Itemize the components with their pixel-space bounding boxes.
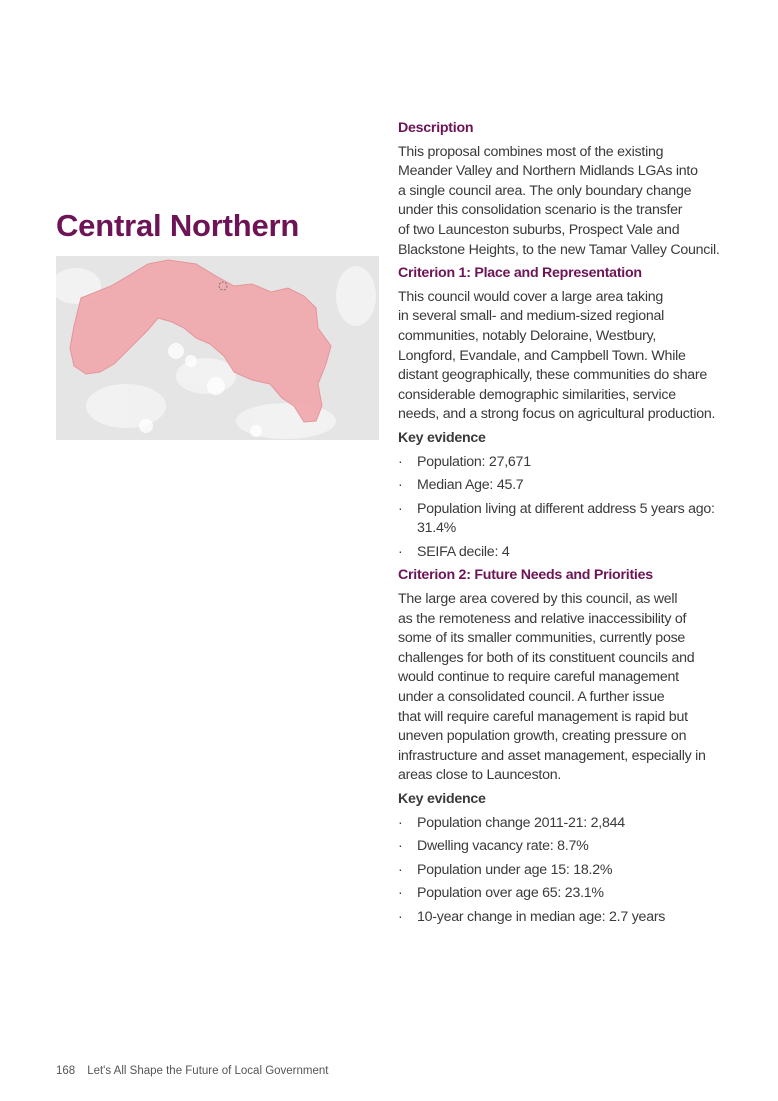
criterion1-evidence-heading: Key evidence: [398, 429, 486, 446]
list-item-text: Population: 27,671: [417, 453, 531, 470]
bullet-icon: ·: [398, 814, 403, 831]
list-item: [398, 500, 717, 539]
region-map-graphic: [56, 256, 379, 440]
paragraph-line: This council would cover a large area taking: [398, 288, 664, 305]
page-number: 168: [56, 1065, 76, 1077]
bullet-icon: ·: [398, 885, 403, 902]
list-item-text: Median Age: 45.7: [417, 477, 524, 494]
paragraph-line: that will require careful management is rapid but: [398, 708, 688, 725]
page-title: Central Northern: [56, 208, 300, 243]
bullet-icon: ·: [398, 477, 403, 494]
paragraph-line: under a consolidated council. A further issue: [398, 689, 665, 706]
criterion2-evidence-list: [398, 814, 728, 928]
page-footer: [56, 1065, 328, 1077]
paragraph-line: a single council area. The only boundary change: [398, 182, 692, 199]
paragraph-line: Blackstone Heights, to the new Tamar Valley Council.: [398, 241, 720, 258]
paragraph-line: uneven population growth, creating pressure on: [398, 728, 687, 745]
paragraph-line: Longford, Evandale, and Campbell Town. While: [398, 347, 686, 364]
paragraph-line: needs, and a strong focus on agricultural production.: [398, 406, 716, 423]
bullet-icon: ·: [398, 500, 403, 517]
paragraph-line: This proposal combines most of the existing: [398, 143, 664, 160]
criterion2-paragraph: [398, 590, 728, 786]
list-item: [398, 814, 728, 834]
paragraph-line: The large area covered by this council, as well: [398, 591, 678, 608]
paragraph-line: in several small- and medium-sized regional: [398, 308, 665, 325]
paragraph-line: Meander Valley and Northern Midlands LGAs into: [398, 163, 698, 180]
bullet-icon: ·: [398, 453, 403, 470]
list-item: [398, 884, 728, 904]
paragraph-line: distant geographically, these communities do share: [398, 367, 707, 384]
list-item-text: 10-year change in median age: 2.7 years: [417, 908, 666, 925]
criterion2-heading: Criterion 2: Future Needs and Priorities: [398, 567, 653, 584]
paragraph-line: of two Launceston suburbs, Prospect Vale and: [398, 221, 680, 238]
list-item-text: Population over age 65: 23.1%: [417, 885, 604, 902]
paragraph-line: considerable demographic similarities, service: [398, 386, 676, 403]
list-item: [398, 453, 717, 473]
region-map: [56, 256, 379, 440]
bullet-icon: ·: [398, 543, 403, 560]
criterion1-evidence-list: [398, 453, 728, 563]
list-item: [398, 543, 717, 563]
paragraph-line: under this consolidation scenario is the transfer: [398, 202, 683, 219]
paragraph-line: some of its smaller communities, currently pose: [398, 630, 686, 647]
list-item: [398, 837, 728, 857]
paragraph-line: areas close to Launceston.: [398, 767, 562, 784]
description-heading: Description: [398, 120, 474, 136]
bullet-icon: ·: [398, 861, 403, 878]
paragraph-line: challenges for both of its constituent councils and: [398, 649, 695, 666]
paragraph-line: communities, notably Deloraine, Westbury,: [398, 327, 657, 344]
criterion1-paragraph: [398, 288, 728, 425]
footer-text: Let's All Shape the Future of Local Government: [87, 1065, 329, 1077]
paragraph-line: as the remoteness and relative inaccessibility of: [398, 610, 687, 627]
bullet-icon: ·: [398, 908, 403, 925]
list-item: [398, 908, 728, 928]
list-item-text: Population change 2011-21: 2,844: [417, 814, 625, 831]
list-item-text: SEIFA decile: 4: [417, 543, 510, 560]
list-item-text: Population living at different address 5 years ago: 31.4%: [417, 500, 715, 537]
list-item-text: Dwelling vacancy rate: 8.7%: [417, 838, 589, 855]
paragraph-line: infrastructure and asset management, especially in: [398, 747, 706, 764]
criterion1-heading: Criterion 1: Place and Representation: [398, 265, 642, 282]
list-item: [398, 476, 717, 496]
list-item: [398, 861, 728, 881]
list-item-text: Population under age 15: 18.2%: [417, 861, 613, 878]
description-paragraph: [398, 143, 728, 261]
criterion2-evidence-heading: Key evidence: [398, 791, 486, 807]
bullet-icon: ·: [398, 838, 403, 855]
content-column: [398, 119, 728, 932]
paragraph-line: would continue to require careful management: [398, 669, 679, 686]
